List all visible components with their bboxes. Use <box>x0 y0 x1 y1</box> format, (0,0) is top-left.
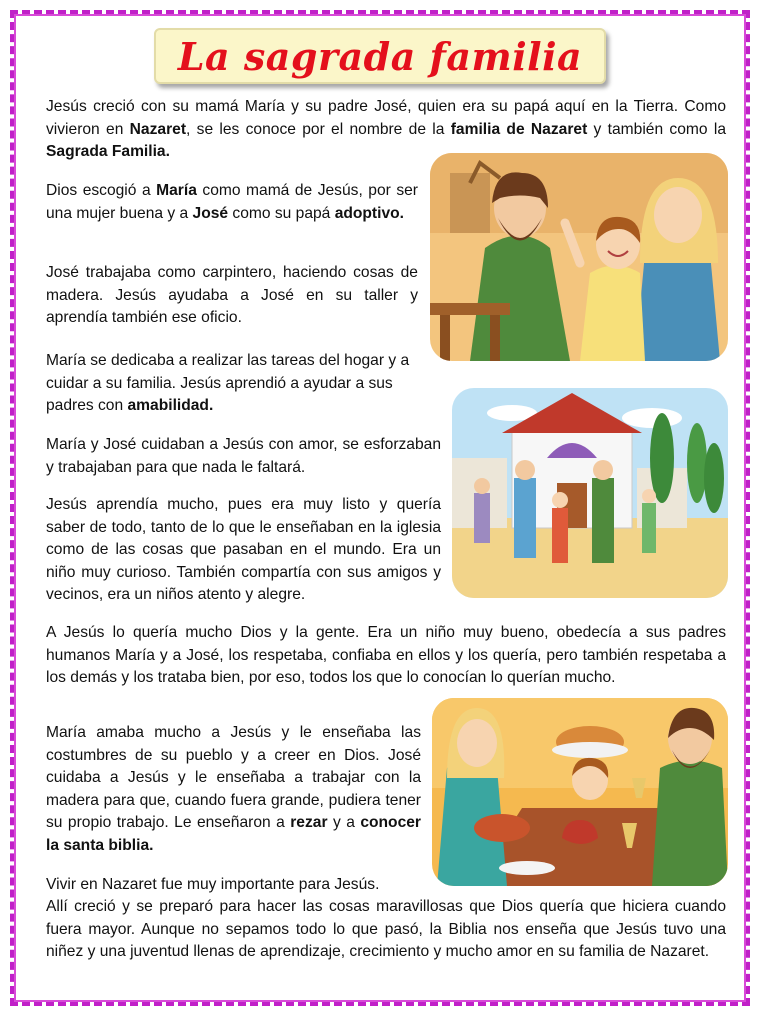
paragraph-loved: A Jesús lo quería mucho Dios y la gente. Era un niño muy bueno, obedecía a sus padres humanos María y a José, los respetaba, confiaba en ellos y los quería, pero también respetaba a los demás y los trataba bien, por eso, todos los que lo conocían lo querían mucho. <box>46 624 726 686</box>
paragraph-nazaret-lead: Vivir en Nazaret fue muy importante para Jesús. <box>46 876 380 893</box>
paragraph-nazaret: Allí creció y se preparó para hacer las cosas maravillosas que Dios quería que hiciera cuando fuera mayor. Aunque no sepamos todo lo que pasó, la Biblia nos enseña que Jesús tuvo una niñez y una juventud llenas de aprendizaje, crecimiento y mucho amor en su familia de Nazaret. <box>46 898 726 960</box>
paragraph-chosen: Dios escogió a María como mamá de Jesús, por ser una mujer buena y a José como su papá adoptivo. <box>46 182 418 222</box>
paragraph-learning: Jesús aprendía mucho, pues era muy listo y quería saber de todo, tanto de lo que le enseñaban en la iglesia como de las cosas que pasaban en el mundo. Era un niño muy curioso. También compartía con sus amigos y vecinos, era un niños atento y alegre. <box>46 496 441 603</box>
family-workshop-illustration <box>430 153 728 361</box>
page-title: La sagrada familia <box>177 33 583 79</box>
paragraph-home: María se dedicaba a realizar las tareas del hogar y a cuidar a su familia. Jesús aprendió a ayudar a sus padres con amabilidad. <box>46 352 410 414</box>
paragraph-carpenter: José trabajaba como carpintero, haciendo cosas de madera. Jesús ayudaba a José en su taller y aprendía también ese oficio. <box>46 264 418 326</box>
paragraph-intro: Jesús creció con su mamá María y su padre José, quien era su papá aquí en la Tierra. Como vivieron en Nazaret, se les conoce por el nombre de la familia de Nazaret y también como la Sagrada Familia. <box>46 98 726 160</box>
town-scene-illustration <box>452 388 728 598</box>
title-banner <box>154 28 606 84</box>
family-table-illustration <box>432 698 728 886</box>
paragraph-care: María y José cuidaban a Jesús con amor, se esforzaban y trabajaban para que nada le faltará. <box>46 436 441 476</box>
paragraph-teaching: María amaba mucho a Jesús y le enseñaba las costumbres de su pueblo y a creer en Dios. José cuidaba a Jesús y le enseñaba a trabajar con la madera para que, cuando fuera grande, pudiera tener su propio trabajo. Le enseñaron a rezar y a conocer la santa biblia. <box>46 724 421 854</box>
